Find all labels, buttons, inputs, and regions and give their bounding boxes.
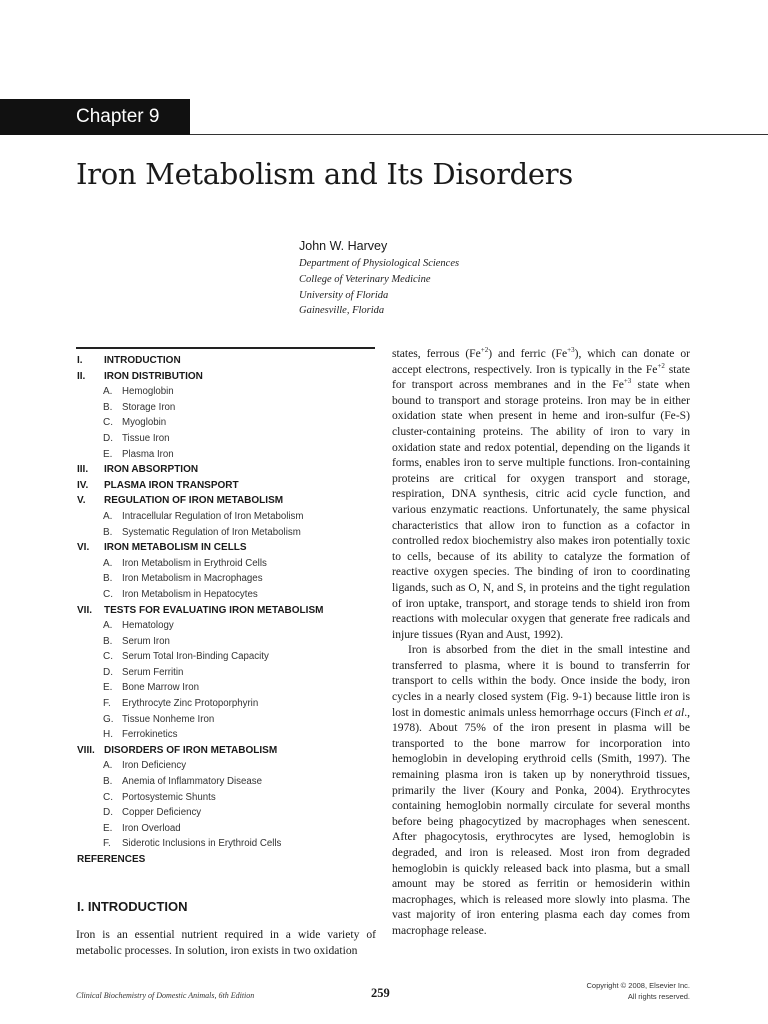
copyright-notice bbox=[587, 981, 691, 1002]
toc-item-label: Intracellular Regulation of Iron Metabolism bbox=[122, 510, 304, 522]
right-column bbox=[392, 346, 690, 939]
toc-item-number: E. bbox=[103, 448, 113, 460]
body-paragraph: Iron is absorbed from the diet in the small intestine and transferred to plasma, where it is bound to transferrin for transport to cells within the body. Once inside the body, iron cycles in a nearly closed system (Fig. 9-1) because little iron is lost in domestic animals unless hemorrhage occurs (Finch et al., 1978). About 75% of the iron present in plasma will be transported to the bone marrow for incorporation into hemoglobin in developing erythroid cells (Smith, 1997). The remaining plasma iron is taken up by nonerythroid tissues, primarily the liver (Koury and Ponka, 2004). Erythrocytes containing hemoglobin normally circulate for several months before being phagocytized by macrophages when senescent. After phagocytosis, erythrocytes are lysed, hemoglobin is degraded, and iron is released. Most iron from degraded hemoglobin is quickly released back into plasma, but a small amount may be stored as ferritin or hemosiderin within macrophages, which is released more slowly into plasma. The vast majority of iron entering plasma each day comes from macrophage release. bbox=[392, 643, 690, 937]
toc-item-number: F. bbox=[103, 838, 111, 850]
toc-item-number: B. bbox=[103, 573, 113, 585]
toc-item-label: Anemia of Inflammatory Disease bbox=[122, 776, 262, 788]
toc-item-label: Hematology bbox=[122, 620, 174, 632]
toc-item bbox=[76, 384, 376, 400]
toc-item-label: Systematic Regulation of Iron Metabolism bbox=[122, 526, 301, 538]
toc-item bbox=[76, 665, 376, 681]
toc-item-number: C. bbox=[103, 588, 113, 600]
chapter-rule bbox=[190, 134, 768, 135]
toc-item-number: I. bbox=[77, 355, 83, 366]
toc-item-number: A. bbox=[103, 510, 113, 522]
toc-item-label: IRON METABOLISM IN CELLS bbox=[104, 542, 247, 554]
toc-item-label: DISORDERS OF IRON METABOLISM bbox=[104, 744, 278, 756]
toc-item-label: Storage Iron bbox=[122, 401, 176, 413]
toc-item-number: B. bbox=[103, 776, 113, 788]
toc-item bbox=[76, 634, 376, 650]
toc-item-label: Serum Iron bbox=[122, 635, 170, 647]
toc-item-number: D. bbox=[103, 432, 113, 444]
toc-item bbox=[76, 525, 376, 541]
table-of-contents bbox=[76, 353, 376, 868]
toc-item bbox=[76, 743, 376, 759]
toc-item-number: D. bbox=[103, 666, 113, 678]
book-title-footer: Clinical Biochemistry of Domestic Animals, 6th Edition bbox=[76, 991, 255, 1000]
author-affiliation-line: Department of Physiological Sciences bbox=[299, 258, 460, 269]
toc-item-number: III. bbox=[77, 464, 89, 476]
chapter-label: Chapter 9 bbox=[0, 99, 190, 135]
toc-item-number: B. bbox=[103, 635, 113, 647]
toc-item-number: VIII. bbox=[77, 744, 95, 756]
toc-item bbox=[76, 400, 376, 416]
toc-item-label: Erythrocyte Zinc Protoporphyrin bbox=[122, 698, 259, 710]
toc-item-label: TESTS FOR EVALUATING IRON METABOLISM bbox=[104, 604, 324, 616]
toc-item-label: Serum Ferritin bbox=[122, 666, 184, 678]
toc-item-number: H. bbox=[103, 729, 113, 741]
section-heading: I. INTRODUCTION bbox=[77, 899, 188, 914]
toc-item-number: C. bbox=[103, 417, 113, 429]
toc-item-label: PLASMA IRON TRANSPORT bbox=[104, 479, 239, 491]
toc-item-label: IRON ABSORPTION bbox=[104, 464, 199, 476]
toc-item bbox=[76, 805, 376, 821]
toc-item bbox=[76, 680, 376, 696]
toc-item-label: Ferrokinetics bbox=[122, 729, 178, 741]
toc-item-label: REFERENCES bbox=[77, 854, 146, 865]
toc-item bbox=[76, 447, 376, 463]
toc-item-label: Plasma Iron bbox=[122, 448, 174, 460]
toc-item bbox=[76, 696, 376, 712]
toc-item bbox=[76, 821, 376, 837]
toc-item-number: A. bbox=[103, 557, 113, 569]
toc-item bbox=[76, 431, 376, 447]
toc-item bbox=[76, 836, 376, 852]
toc-item bbox=[76, 369, 376, 385]
toc-item-label: Bone Marrow Iron bbox=[122, 682, 199, 694]
toc-item-label: Hemoglobin bbox=[122, 386, 174, 398]
toc-item-number: D. bbox=[103, 807, 113, 819]
toc-rule bbox=[76, 347, 375, 349]
author-affiliation-line: College of Veterinary Medicine bbox=[299, 274, 431, 285]
toc-item-number: V. bbox=[77, 495, 86, 507]
toc-item bbox=[76, 758, 376, 774]
toc-item bbox=[76, 727, 376, 743]
toc-item bbox=[76, 509, 376, 525]
toc-item bbox=[76, 571, 376, 587]
toc-item-label: Iron Metabolism in Hepatocytes bbox=[122, 588, 258, 600]
toc-item-number: F. bbox=[103, 698, 111, 710]
toc-item bbox=[76, 462, 376, 478]
toc-item-label: Iron Metabolism in Macrophages bbox=[122, 573, 263, 585]
toc-item-number: E. bbox=[103, 682, 113, 694]
toc-item bbox=[76, 540, 376, 556]
toc-item bbox=[76, 478, 376, 494]
toc-item-number: A. bbox=[103, 760, 113, 772]
toc-item bbox=[76, 649, 376, 665]
toc-item-number: C. bbox=[103, 791, 113, 803]
page-number: 259 bbox=[371, 986, 390, 1000]
toc-item bbox=[76, 587, 376, 603]
toc-item bbox=[76, 415, 376, 431]
toc-item-label: Iron Deficiency bbox=[122, 760, 187, 772]
author-name: John W. Harvey bbox=[299, 239, 388, 253]
toc-item bbox=[76, 556, 376, 572]
toc-item bbox=[76, 712, 376, 728]
chapter-title: Iron Metabolism and Its Disorders bbox=[76, 157, 573, 191]
toc-item-label: Tissue Iron bbox=[122, 432, 170, 444]
toc-item-number: A. bbox=[103, 386, 113, 398]
toc-item-number: A. bbox=[103, 620, 113, 632]
toc-item-number: VI. bbox=[77, 542, 90, 554]
toc-item-label: Iron Overload bbox=[122, 822, 181, 834]
toc-item-number: B. bbox=[103, 401, 113, 413]
toc-item-label: Siderotic Inclusions in Erythroid Cells bbox=[122, 838, 282, 850]
author-affiliation-line: Gainesville, Florida bbox=[299, 305, 385, 316]
toc-item bbox=[76, 852, 376, 868]
toc-item-label: Copper Deficiency bbox=[122, 807, 202, 819]
toc-item-label: REGULATION OF IRON METABOLISM bbox=[104, 495, 284, 507]
body-paragraph: Iron is an essential nutrient required in a wide variety of metabolic processes. In solution, iron exists in two oxidation bbox=[76, 928, 376, 957]
toc-item-label: Serum Total Iron-Binding Capacity bbox=[122, 651, 269, 663]
toc-item bbox=[76, 790, 376, 806]
toc-item-number: IV. bbox=[77, 479, 89, 491]
toc-item bbox=[76, 603, 376, 619]
toc-item-label: INTRODUCTION bbox=[104, 355, 181, 366]
toc-item-number: C. bbox=[103, 651, 113, 663]
toc-item-label: Tissue Nonheme Iron bbox=[122, 713, 215, 725]
toc-item bbox=[76, 774, 376, 790]
toc-item-label: Iron Metabolism in Erythroid Cells bbox=[122, 557, 267, 569]
toc-item-number: VII. bbox=[77, 604, 93, 616]
toc-item-label: Portosystemic Shunts bbox=[122, 791, 216, 803]
toc-item-number: G. bbox=[103, 713, 114, 725]
toc-item-label: IRON DISTRIBUTION bbox=[104, 370, 203, 382]
copyright-line: Copyright © 2008, Elsevier Inc. bbox=[586, 981, 690, 990]
toc-item bbox=[76, 618, 376, 634]
toc-item-label: Myoglobin bbox=[122, 417, 167, 429]
toc-item-number: II. bbox=[77, 370, 86, 382]
toc-item-number: B. bbox=[103, 526, 113, 538]
author-affiliation-line: University of Florida bbox=[299, 290, 389, 301]
rights-line: All rights reserved. bbox=[627, 991, 690, 1001]
toc-item-number: E. bbox=[103, 822, 113, 834]
body-paragraph: states, ferrous $(Fe^{+2})$ and ferric $(Fe^{+3})$, which can donate or accept electrons, respectively. Iron is typically in the $Fe^{+2}$ state for transport across membranes and in the $Fe^{+3}$ state when bound to transport and storage proteins. Iron may be in either oxidation state when present in heme and iron-sulfur (Fe-S) cluster-containing proteins. The ability of iron to vary in oxidation state and redox potential, depending on the ligands it forms, enables iron to serve multiple functions. Iron-containing proteins are critical for oxygen transport and storage, respiration, DNA synthesis, citric acid cycle function, and various enzymatic reactions. Unfortunately, the same physical characteristics that allow iron to function as a cofactor in controlled redox biochemistry also makes iron potentially toxic to cells, because of its ability to catalyze the formation of reactive oxygen species. The binding of iron to coordinating ligands, such as O, N, and S, in proteins and the tight regulation of iron uptake, transport, and storage tends to shield iron from reactions with molecular oxygen that generate free radicals and injure tissues (Ryan and Aust, 1992). bbox=[392, 346, 690, 641]
toc-item bbox=[76, 353, 376, 369]
toc-item bbox=[76, 493, 376, 509]
